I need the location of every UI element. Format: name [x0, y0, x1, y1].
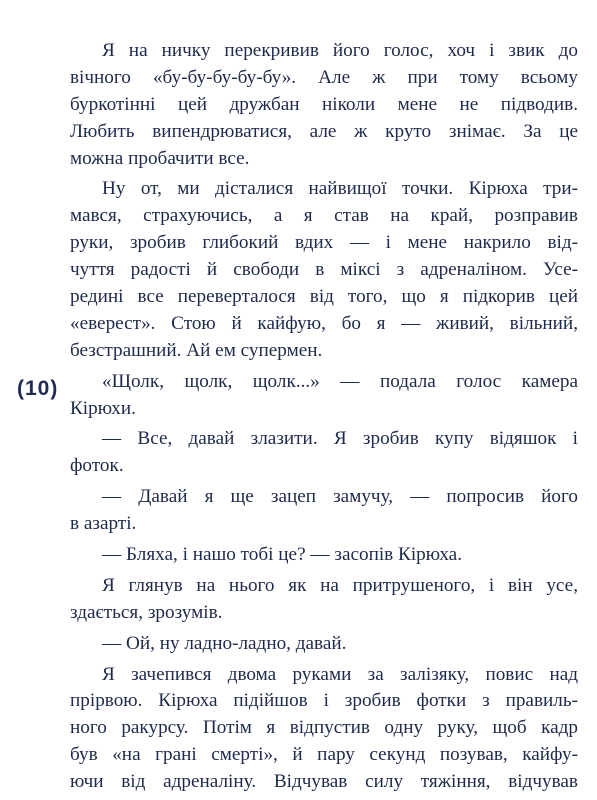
text-line: фоток. [70, 455, 124, 477]
text-line: Любить випендрюватися, але ж круто знімає. За це [70, 120, 578, 142]
text-line: — Все, давай злазити. Я зробив купу відяшок і [102, 428, 578, 450]
text-line: був «на грані смерті», й пару секунд позував, кайфу- [70, 744, 578, 766]
text-line: «еверест». Стою й кайфую, бо я — живий, вільний, [70, 312, 578, 334]
text-line: безстрашний. Ай ем супермен. [70, 339, 323, 361]
text-line: — Ой, ну ладно-ладно, давай. [102, 632, 347, 654]
text-line: чуття радості й свободи в міксі з адреналіном. Усе- [70, 259, 578, 281]
text-line: «Щолк, щолк, щолк...» — подала голос камера [102, 370, 578, 392]
text-line: буркотінні цей дружбан ніколи мене не підводив. [70, 93, 578, 115]
text-line: редині все переверталося від того, що я підкорив цей [70, 286, 578, 308]
text-line: Я глянув на нього як на притрушеного, і він усе, [102, 574, 578, 596]
text-line: в азарті. [70, 513, 137, 535]
text-line: вічного «бу-бу-бу-бу-бу». Але ж при тому всьому [70, 66, 578, 88]
text-line: можна пробачити все. [70, 147, 250, 169]
text-line: прірвою. Кірюха підійшов і зробив фотки з правиль- [70, 690, 578, 712]
text-line: Кірюхи. [70, 397, 136, 419]
text-line: ючи від адреналіну. Відчував силу тяжіння, відчував [70, 771, 578, 793]
body-text [70, 38, 578, 796]
text-line: Ну от, ми дісталися найвищої точки. Кірюха три- [102, 178, 578, 200]
text-line: — Давай я ще зацеп замучу, — попросив його [102, 486, 578, 508]
text-line: Я зачепився двома руками за залізяку, повис над [102, 663, 578, 685]
text-line: — Бляха, і нашо тобі це? — засопів Кірюха. [102, 544, 462, 566]
text-line: ного ракурсу. Потім я відпустив одну руку, щоб кадр [70, 717, 578, 739]
text-line: здається, зрозумів. [70, 601, 223, 623]
text-line: руки, зробив глибокий вдих — і мене накрило від- [70, 232, 578, 254]
text-line: мався, страхуючись, а я став на край, розправив [70, 205, 578, 227]
text-line: Я на ничку перекривив його голос, хоч і звик до [102, 40, 578, 61]
margin-page-marker: (10) [17, 377, 59, 400]
